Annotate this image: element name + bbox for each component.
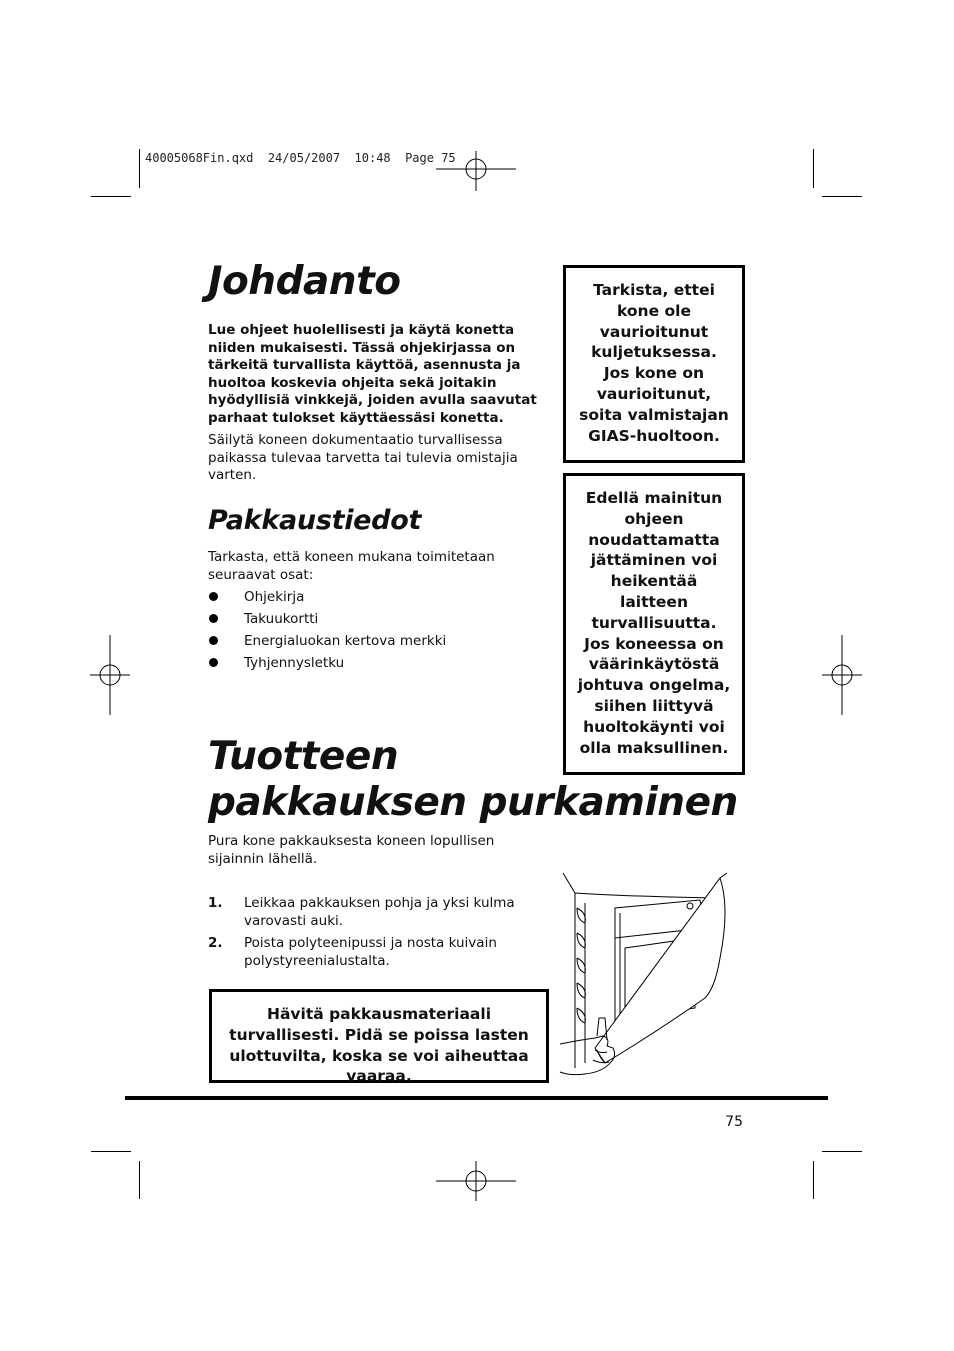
list-item: Energialuokan kertova merkki: [208, 630, 528, 652]
damage-notice: Tarkista, ettei kone ole vaurioitunut kuljetuksessa. Jos kone on vaurioitunut, soita valmistajan GIAS-huoltoon.: [563, 265, 745, 463]
unpacking-title-line2: pakkauksen purkaminen: [208, 780, 738, 825]
intro-body: Säilytä koneen dokumentaatio turvallisessa paikassa tulevaa tarvetta tai tulevia omistajia varten.: [208, 432, 518, 484]
packaging-title: Pakkaustiedot: [208, 505, 422, 536]
packaging-list: [208, 586, 528, 674]
list-item: Ohjekirja: [208, 586, 528, 608]
print-slug: 40005068Fin.qxd 24/05/2007 10:48 Page 75: [145, 151, 456, 165]
unpacking-intro: Pura kone pakkauksesta koneen lopullisen sijainnin lähellä.: [208, 833, 495, 867]
list-item: Takuukortti: [208, 608, 528, 630]
packaging-intro: Tarkasta, että koneen mukana toimitetaan seuraavat osat:: [208, 549, 495, 583]
registration-mark-right: [822, 635, 862, 715]
bullet-icon: [209, 592, 218, 601]
intro-title: Johdanto: [208, 259, 401, 304]
registration-mark-bottom: [436, 1161, 516, 1201]
bullet-icon: [209, 614, 218, 623]
unpacking-steps: [208, 895, 538, 975]
registration-mark-top: [436, 151, 516, 191]
list-item: Tyhjennysletku: [208, 652, 528, 674]
dryer-unpacking-illustration: [555, 868, 745, 1080]
bullet-icon: [209, 658, 218, 667]
step-item: 2. Poista polyteenipussi ja nosta kuivain polystyreenialustalta.: [208, 935, 497, 969]
registration-mark-left: [90, 635, 130, 715]
intro-lead: Lue ohjeet huolellisesti ja käytä konetta niiden mukaisesti. Tässä ohjekirjassa on tärkeitä turvallista käyttöä, asennusta ja huoltoa koskevia ohjeita sekä joitakin hyödyllisiä vinkkejä, joiden avulla saavutat parhaat tulokset käyttäessäsi konetta.: [208, 322, 537, 426]
footer-rule: [125, 1096, 828, 1100]
bullet-icon: [209, 636, 218, 645]
step-item: 1. Leikkaa pakkauksen pohja ja yksi kulma varovasti auki.: [208, 895, 515, 929]
warranty-notice: Edellä mainitun ohjeen noudattamatta jättäminen voi heikentää laitteen turvallisuutta. Jos koneessa on väärinkäytöstä johtuva ongelma, siihen liittyvä huoltokäynti voi olla maksullinen.: [563, 473, 745, 775]
page-number: 75: [725, 1114, 743, 1130]
disposal-warning: Hävitä pakkausmateriaali turvallisesti. Pidä se poissa lasten ulottuvilta, koska se voi aiheuttaa vaaraa.: [209, 989, 549, 1083]
unpacking-title-line1: Tuotteen: [208, 734, 399, 779]
